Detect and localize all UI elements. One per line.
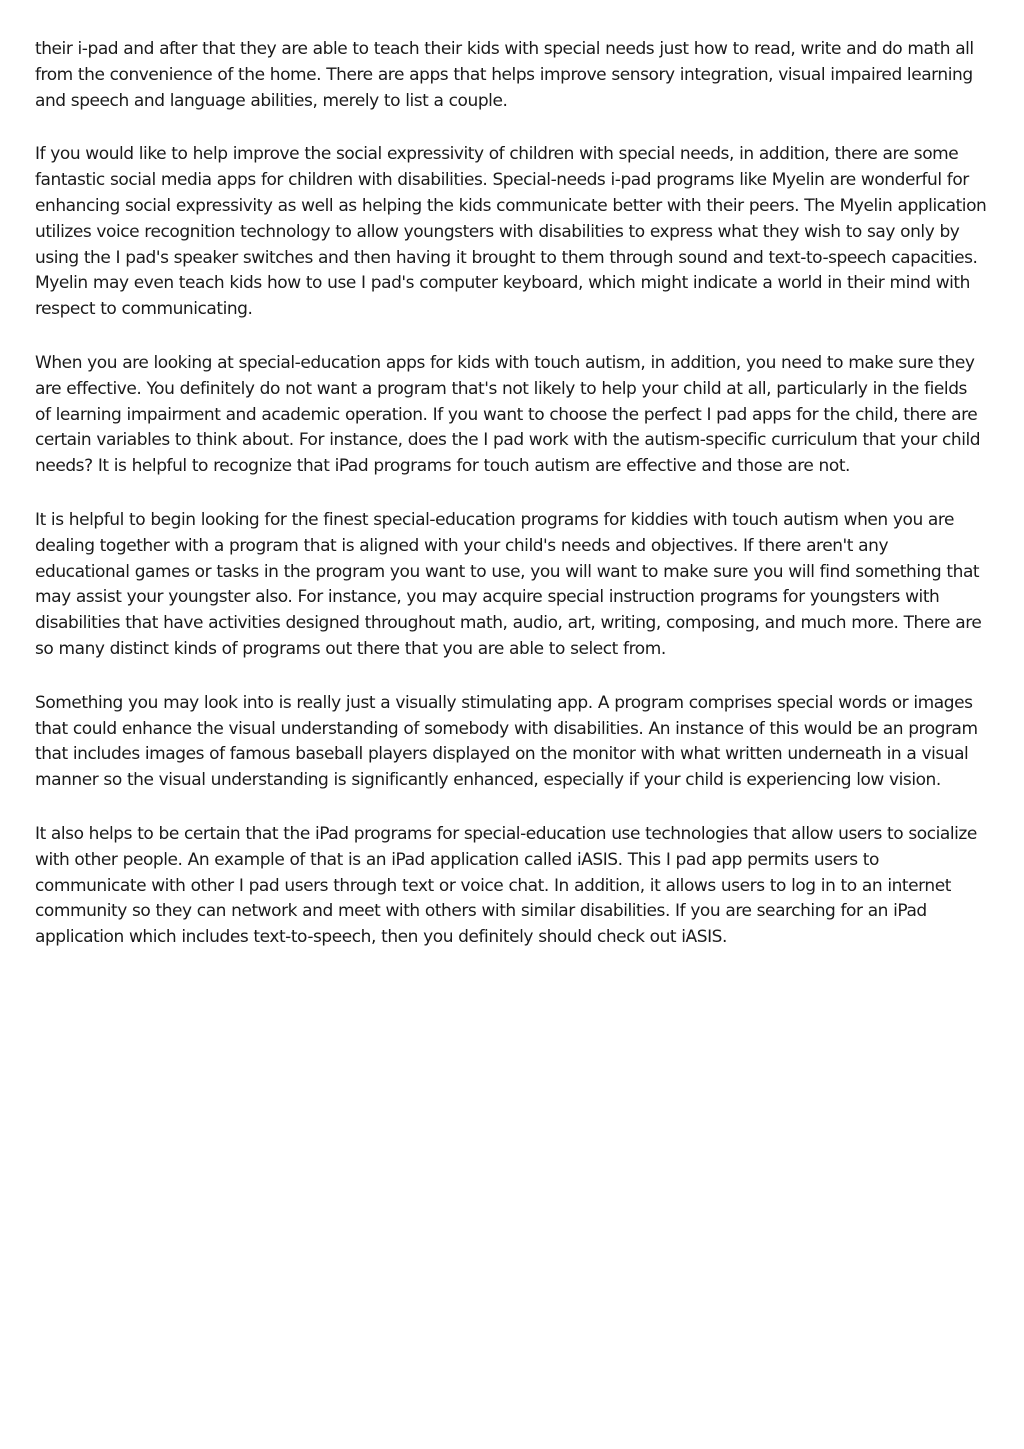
paragraph-6: It also helps to be certain that the iPad programs for special-education use technologies that allow users to socialize with other people. An example of that is an iPad application called iASIS. This I pad app permits users to communicate with other I pad users through text or voice chat. In addition, it allows users to log in to an internet community so they can network and meet with others with similar disabilities. If you are searching for an iPad application which includes text-to-speech, then you definitely should check out iASIS. bbox=[35, 823, 977, 948]
paragraph-2: If you would like to help improve the social expressivity of children with special needs, in addition, there are some fantastic social media apps for children with disabilities. Special-needs i-pad programs like Myelin are wonderful for enhancing social expressivity as well as helping the kids communicate better with their peers. The Myelin application utilizes voice recognition technology to allow youngsters with disabilities to express what they wish to say only by using the I pad's speaker switches and then having it brought to them through sound and text-to-speech capacities. Myelin may even teach kids how to use I pad's computer keyboard, which might indicate a world in their mind with respect to communicating. bbox=[35, 144, 987, 320]
paragraph-1: their i-pad and after that they are able to teach their kids with special needs just how to read, write and do math all from the convenience of the home. There are apps that helps improve sensory integration, visual impaired learning and speech and language abilities, merely to list a couple. bbox=[35, 39, 974, 111]
paragraph-5: Something you may look into is really just a visually stimulating app. A program comprises special words or images that could enhance the visual understanding of somebody with disabilities. An instance of this would be an program that includes images of famous baseball players displayed on the monitor with what written underneath in a visual manner so the visual understanding is significantly enhanced, especially if your child is experiencing low vision. bbox=[35, 692, 978, 791]
paragraph-3: When you are looking at special-education apps for kids with touch autism, in addition, you need to make sure they are effective. You definitely do not want a program that's not likely to help your child at all, particularly in the fields of learning impairment and academic operation. If you want to choose the perfect I pad apps for the child, there are certain variables to think about. For instance, does the I pad work with the autism-specific curriculum that your child needs? It is helpful to recognize that iPad programs for touch autism are effective and those are not. bbox=[35, 352, 981, 477]
paragraph-4: It is helpful to begin looking for the finest special-education programs for kiddies with touch autism when you are dealing together with a program that is aligned with your child's needs and objectives. If there aren't any educational games or tasks in the program you want to use, you will want to make sure you will find something that may assist your youngster also. For instance, you may acquire special instruction programs for youngsters with disabilities that have activities designed throughout math, audio, art, writing, composing, and much more. There are so many distinct kinds of programs out there that you are able to select from. bbox=[35, 509, 982, 659]
document-body bbox=[35, 37, 987, 979]
